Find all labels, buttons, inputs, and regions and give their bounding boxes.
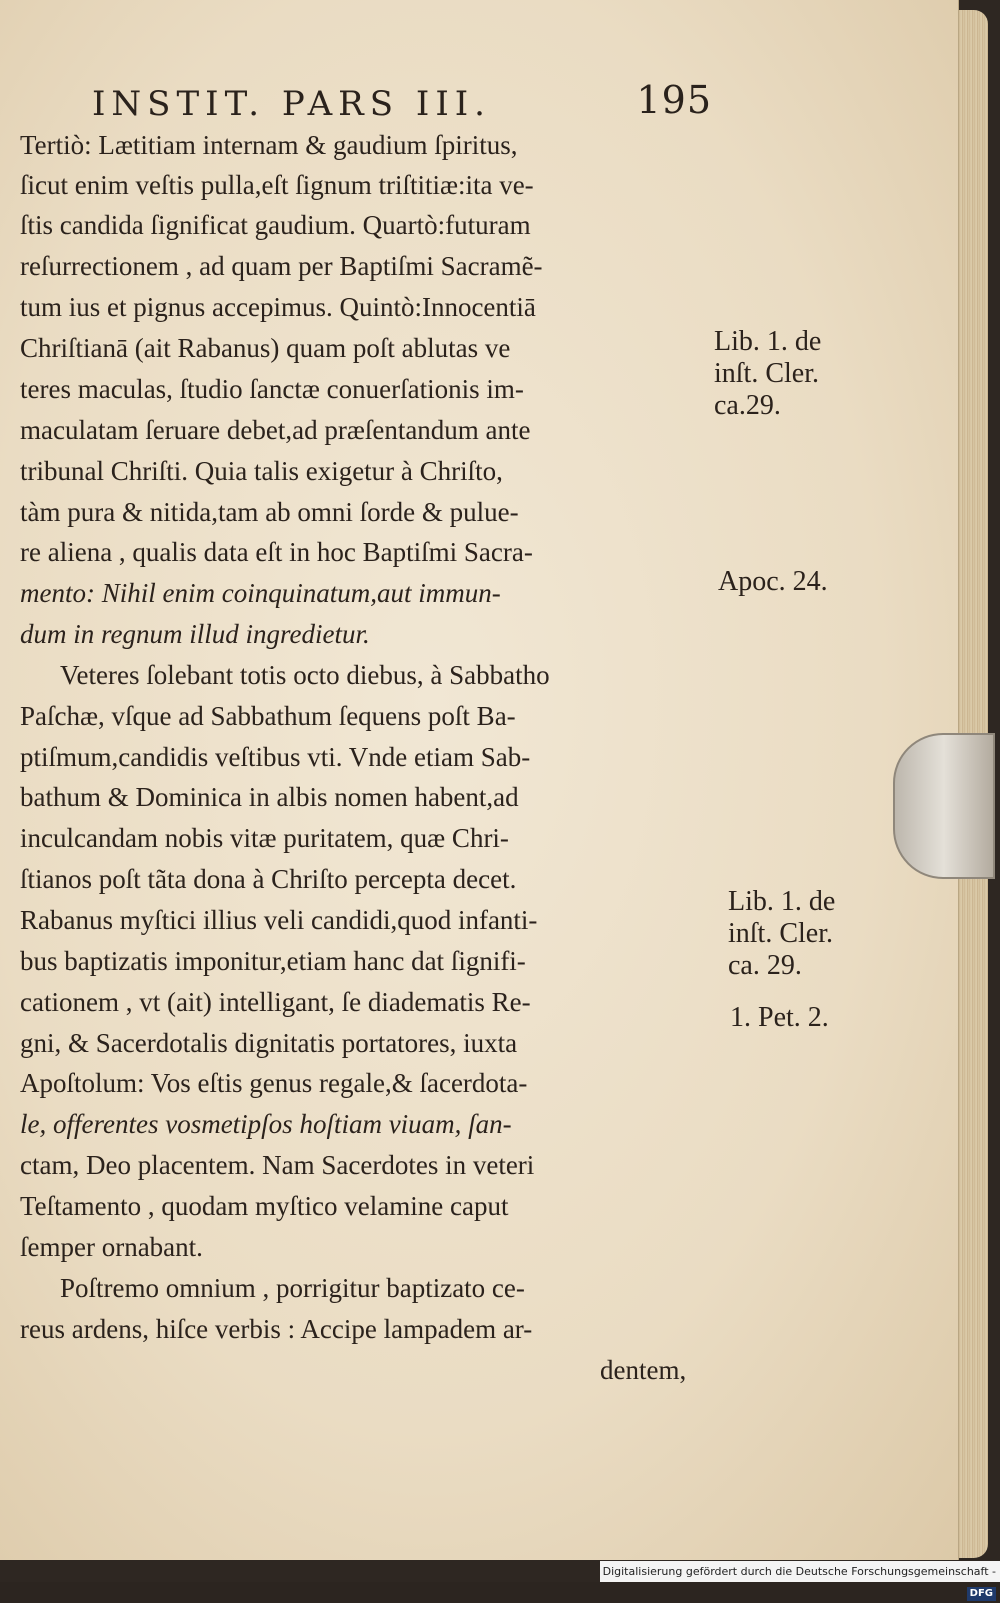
- text-line: Teſtamento , quodam myſtico velamine caput: [20, 1191, 509, 1221]
- text-line: le, offerentes vosmetipſos hoſtiam viuam, ſan-: [20, 1109, 512, 1139]
- digitization-footer: [600, 1561, 1000, 1599]
- margin-note-pet: [730, 1002, 829, 1034]
- text-line: tum ius et pignus accepimus. Quintò:Innocentiā: [20, 292, 536, 322]
- margin-note-line: ca.29.: [714, 390, 781, 421]
- text-line: dum in regnum illud ingredietur.: [20, 619, 370, 649]
- text-line: cationem , vt (ait) intelligant, ſe diadematis Re-: [20, 987, 531, 1017]
- text-line: ſtianos poſt tãta dona à Chriſto percepta decet.: [20, 864, 517, 894]
- book-clasp: [893, 733, 995, 879]
- margin-note-line: inſt. Cler.: [728, 918, 833, 949]
- margin-note-lib1-decler-2: [728, 886, 835, 982]
- text-line: ſtis candida ſignificat gaudium. Quartò:futuram: [20, 210, 531, 240]
- text-line: reſurrectionem , ad quam per Baptiſmi Sacramẽ-: [20, 251, 543, 281]
- margin-note-line: inſt. Cler.: [714, 358, 819, 389]
- text-line: mento: Nihil enim coinquinatum,aut immun-: [20, 578, 501, 608]
- margin-note-apoc: [718, 566, 828, 598]
- running-head-title: INSTIT. PARS III.: [92, 84, 491, 124]
- margin-note-line: ca. 29.: [728, 950, 802, 981]
- dfg-logo: DFG: [967, 1587, 996, 1601]
- text-line: ptiſmum,candidis veſtibus vti. Vnde etiam Sab-: [20, 742, 531, 772]
- text-line: ſemper ornabant.: [20, 1232, 203, 1262]
- text-line: Chriſtianā (ait Rabanus) quam poſt ablutas ve: [20, 333, 511, 363]
- footer-text: Digitalisierung gefördert durch die Deutsche Forschungsgemeinschaft -: [602, 1565, 996, 1578]
- margin-note-line: 1. Pet. 2.: [730, 1002, 829, 1033]
- catchword: dentem,: [600, 1355, 687, 1385]
- text-line: Rabanus myſtici illius veli candidi,quod infanti-: [20, 905, 538, 935]
- text-line: ctam, Deo placentem. Nam Sacerdotes in veteri: [20, 1150, 535, 1180]
- text-line: Poſtremo omnium , porrigitur baptizato ce-: [60, 1273, 525, 1303]
- text-line: re aliena , qualis data eſt in hoc Baptiſmi Sacra-: [20, 537, 533, 567]
- margin-note-lib1-decler: [714, 326, 821, 422]
- text-line: gni, & Sacerdotalis dignitatis portatores, iuxta: [20, 1028, 518, 1058]
- text-line: Tertiò: Lætitiam internam & gaudium ſpiritus,: [20, 130, 518, 160]
- margin-note-line: Lib. 1. de: [714, 326, 822, 357]
- margin-note-line: Lib. 1. de: [728, 886, 836, 917]
- text-line: bathum & Dominica in albis nomen habent,ad: [20, 782, 519, 812]
- text-line: Apoſtolum: Vos eſtis genus regale,& ſacerdota-: [20, 1068, 528, 1098]
- text-line: Veteres ſolebant totis octo diebus, à Sabbatho: [60, 660, 550, 690]
- text-line: tàm pura & nitida,tam ab omni ſorde & pulue-: [20, 497, 519, 527]
- text-line: ſicut enim veſtis pulla,eſt ſignum triſtitiæ:ita ve-: [20, 170, 534, 200]
- text-line: teres maculas, ſtudio ſanctæ conuerſationis im-: [20, 374, 524, 404]
- text-line: inculcandam nobis vitæ puritatem, quæ Chri-: [20, 823, 509, 853]
- text-line: bus baptizatis imponitur,etiam hanc dat ſignifi-: [20, 946, 526, 976]
- margin-note-line: Apoc. 24.: [718, 566, 828, 597]
- text-line: reus ardens, hiſce verbis : Accipe lampadem ar-: [20, 1314, 533, 1344]
- page-number: 195: [636, 78, 712, 122]
- text-line: tribunal Chriſti. Quia talis exigetur à Chriſto,: [20, 456, 503, 486]
- text-line: Paſchæ, vſque ad Sabbathum ſequens poſt Ba-: [20, 701, 516, 731]
- text-line: maculatam ſeruare debet,ad præſentandum ante: [20, 415, 531, 445]
- running-head: [92, 78, 712, 130]
